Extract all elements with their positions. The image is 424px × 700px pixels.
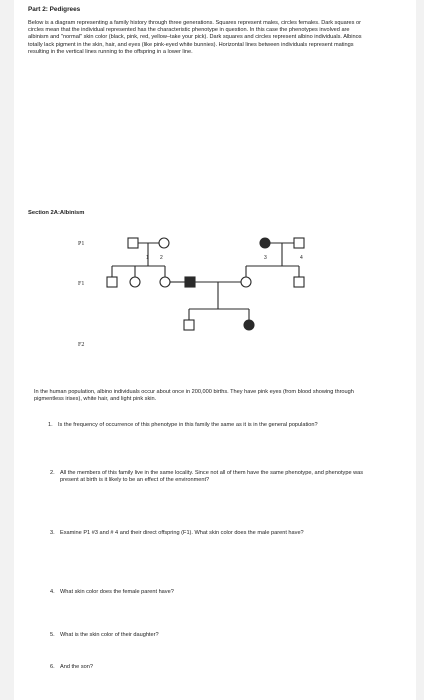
intro-paragraph: Below is a diagram representing a family history through three generations. Squares represent males, circles females. Dark squares or circles mean that the individual represented has the characteristic phenotype in question. In this case the phenotypes involved are albinism and "normal" skin color (black, pink, red, yellow–take your pick). Dark squares and circles represent albino individuals. Albinos totally lack pigment in the skin, hair, and eyes (like pink-eyed white bunnies). Horizontal lines between individuals represent matings resulting in the vertical lines running to the offspring in a lower line. [28,20,362,55]
albinism-fact-paragraph: In the human population, albino individuals occur about once in 200,000 births. They have pink eyes (from blood showing through pigmentless irises), white hair, and light pink skin. [34,389,354,403]
generation-label-p1: P1 [78,241,85,247]
question-2 [50,470,378,484]
question-number: 1. [48,422,53,428]
p1-male-4 [294,238,304,248]
individual-number-3: 3 [264,255,267,261]
question-1 [48,422,376,429]
question-text: Examine P1 #3 and # 4 and their direct offspring (F1). What skin color does the male parent have? [60,530,304,536]
question-4 [50,589,378,596]
question-text: Is the frequency of occurrence of this phenotype in this family the same as it is in the general population? [58,422,318,428]
document-page [14,0,416,700]
p1-male-1 [128,238,138,248]
individual-number-1: 1 [146,255,149,261]
f1-son-1 [107,277,117,287]
individual-number-4: 4 [300,255,303,261]
question-text: And the son? [60,664,93,670]
pedigree-diagram [14,0,416,380]
f1-son-4 [294,277,304,287]
question-3 [50,530,378,537]
question-6 [50,664,378,671]
f2-son [184,320,194,330]
question-text: All the members of this family live in the same locality. Since not all of them have the same phenotype, and phenotype was present at birth is it likely to be an effect of the environment? [60,470,364,484]
f1-daughter-3 [241,277,251,287]
f1-daughter-1 [130,277,140,287]
question-number: 3. [50,530,55,536]
question-text: What is the skin color of their daughter? [60,632,159,638]
question-number: 4. [50,589,55,595]
p1-female-3-affected [260,238,270,248]
generation-label-f1: F1 [78,281,85,287]
question-number: 6. [50,664,55,670]
section-title: Section 2A:Albinism [28,210,85,216]
question-5 [50,632,378,639]
question-number: 5. [50,632,55,638]
part-heading: Part 2: Pedigrees [28,6,81,13]
individual-number-2: 2 [160,255,163,261]
p1-female-2 [159,238,169,248]
f1-son-affected [185,277,195,287]
question-text: What skin color does the female parent have? [60,589,174,595]
question-number: 2. [50,470,55,476]
generation-label-f2: F2 [78,342,85,348]
f2-daughter-affected [244,320,254,330]
f1-daughter-2 [160,277,170,287]
